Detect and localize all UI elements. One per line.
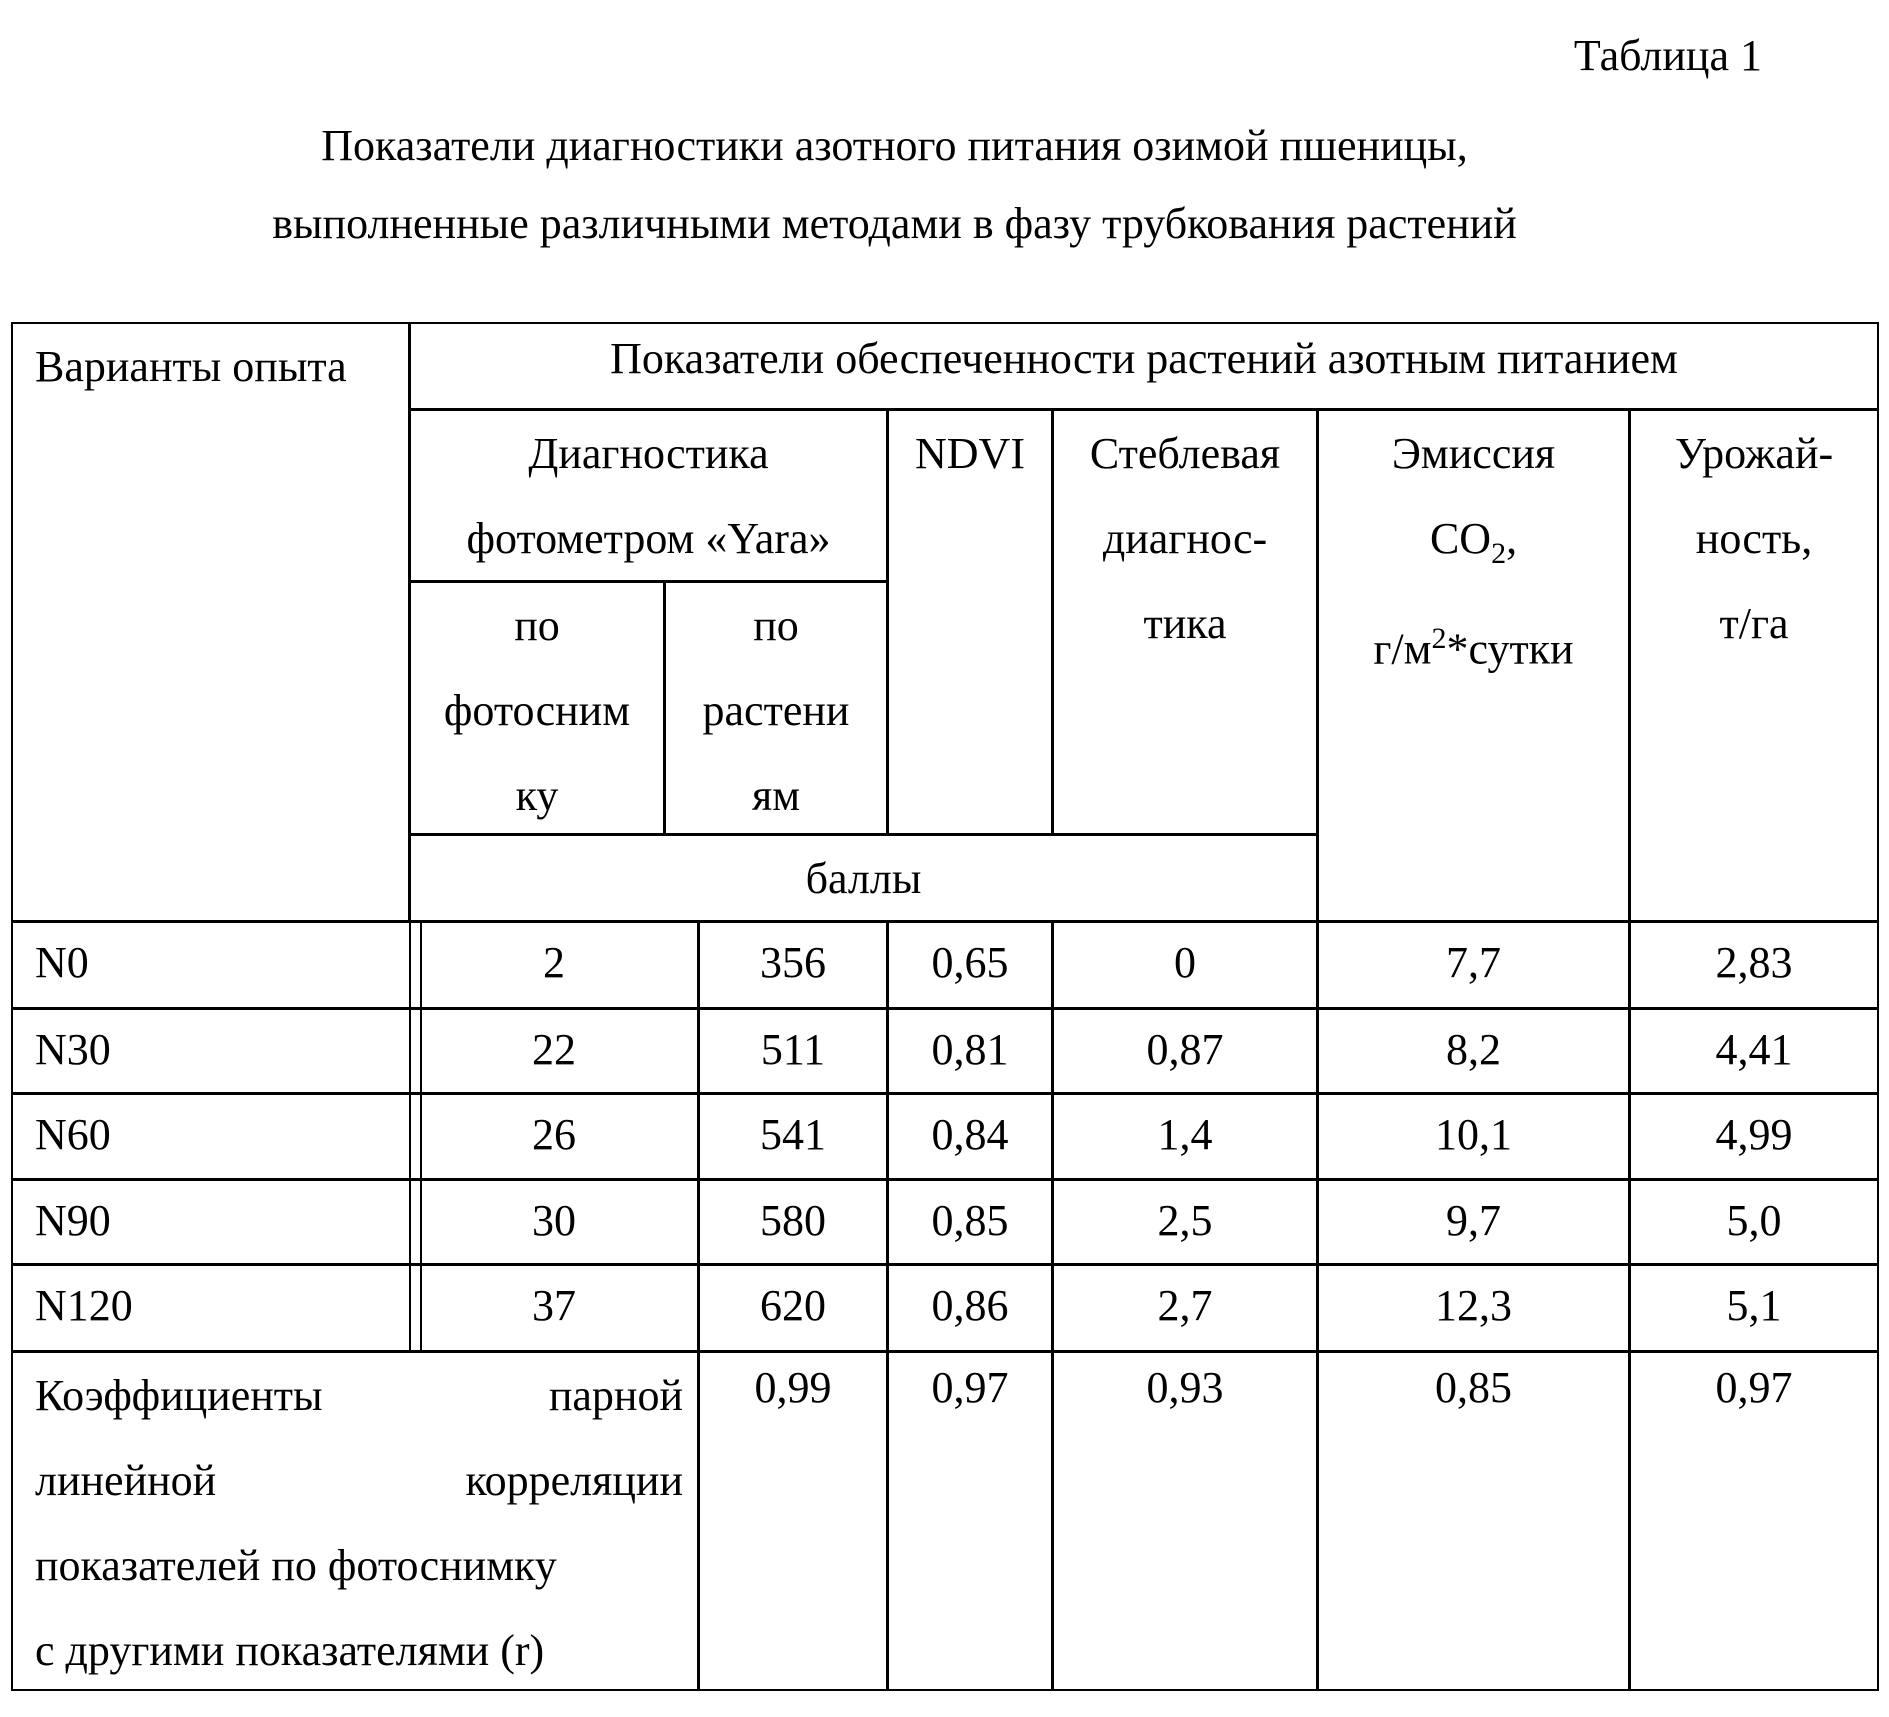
cell-stem: 2,5 [1052,1179,1318,1265]
correlation-label [11,1351,699,1691]
cell-variant: N0 [11,921,422,1009]
header-co2-line: Эмиссия [1319,411,1628,496]
header-photo-line: фотосним [411,668,663,753]
cell-variant: N120 [11,1264,422,1352]
header-group-text: Показатели обеспеченности растений азотным питанием [411,324,1877,394]
header-group [409,322,1879,410]
cell-co2: 9,7 [1317,1179,1630,1265]
cell-variant: N30 [11,1008,422,1094]
header-stem [1052,409,1318,835]
co2-subscript: 2 [1491,537,1506,570]
correlation-co2: 0,85 [1317,1351,1630,1691]
cell-plants: 541 [698,1093,888,1180]
cell-photo: 30 [409,1179,699,1265]
header-stem-line: тика [1054,581,1316,666]
correlation-line [35,1353,683,1438]
cell-plants: 580 [698,1179,888,1265]
header-yield-line: Урожай- [1631,411,1877,496]
co2-text: CO [1430,514,1491,563]
correlation-word: парной [549,1353,683,1438]
cell-plants: 620 [698,1264,888,1352]
header-yield-line: т/га [1631,581,1877,666]
header-photo-line: ку [411,753,663,838]
cell-photo: 26 [409,1093,699,1180]
header-plants [664,581,888,835]
cell-ndvi: 0,65 [887,921,1053,1009]
correlation-line: с другими показателями (r) [35,1608,683,1693]
cell-yield: 2,83 [1629,921,1879,1009]
header-plants-line: растени [666,668,886,753]
header-plants-line: ям [666,753,886,838]
cell-co2: 7,7 [1317,921,1630,1009]
cell-yield: 5,1 [1629,1264,1879,1352]
cell-photo: 37 [409,1264,699,1352]
cell-variant: N90 [11,1179,422,1265]
header-photo-line: по [411,583,663,668]
cell-ndvi: 0,84 [887,1093,1053,1180]
table-title-line1: Показатели диагностики азотного питания озимой пшеницы, [0,120,1839,171]
header-yara-line: фотометром «Yara» [411,496,886,581]
header-stem-line: Стеблевая [1054,411,1316,496]
correlation-line: показателей по фотоснимку [35,1523,683,1608]
header-plants-line: по [666,583,886,668]
correlation-line [35,1438,683,1523]
cell-yield: 5,0 [1629,1179,1879,1265]
co2-unit: г/м [1373,624,1431,673]
cell-ndvi: 0,81 [887,1008,1053,1094]
cell-variant: N60 [11,1093,422,1180]
cell-co2: 10,1 [1317,1093,1630,1180]
table-label: Таблица 1 [1574,30,1762,81]
correlation-word: корреляции [465,1438,683,1523]
cell-photo: 2 [409,921,699,1009]
header-variants [11,322,410,922]
correlation-yield: 0,97 [1629,1351,1879,1691]
co2-superscript: 2 [1432,622,1447,655]
header-ndvi [887,409,1053,835]
cell-stem: 1,4 [1052,1093,1318,1180]
cell-plants: 511 [698,1008,888,1094]
header-co2-line [1319,596,1628,692]
cell-ndvi: 0,86 [887,1264,1053,1352]
header-units-text: баллы [411,836,1316,921]
correlation-plants: 0,99 [698,1351,888,1691]
correlation-word: Коэффициенты [35,1353,323,1438]
cell-plants: 356 [698,921,888,1009]
header-yield-line: ность, [1631,496,1877,581]
header-photo [409,581,665,835]
table-title-line2: выполненные различными методами в фазу трубкования растений [0,198,1839,249]
header-variants-text: Варианты опыта [35,332,408,402]
header-ndvi-text: NDVI [889,411,1051,496]
cell-yield: 4,99 [1629,1093,1879,1180]
header-stem-line: диагнос- [1054,496,1316,581]
cell-stem: 0 [1052,921,1318,1009]
correlation-stem: 0,93 [1052,1351,1318,1691]
cell-ndvi: 0,85 [887,1179,1053,1265]
cell-yield: 4,41 [1629,1008,1879,1094]
co2-unit-day: *сутки [1447,624,1574,673]
header-yara [409,409,888,582]
cell-photo: 22 [409,1008,699,1094]
correlation-word: линейной [35,1438,216,1523]
header-yara-line: Диагностика [411,411,886,496]
co2-comma: , [1506,514,1517,563]
correlation-ndvi: 0,97 [887,1351,1053,1691]
header-yield [1629,409,1879,922]
header-co2 [1317,409,1630,922]
cell-stem: 2,7 [1052,1264,1318,1352]
cell-co2: 12,3 [1317,1264,1630,1352]
header-co2-line [1319,496,1628,596]
cell-stem: 0,87 [1052,1008,1318,1094]
cell-co2: 8,2 [1317,1008,1630,1094]
header-units [409,834,1318,922]
